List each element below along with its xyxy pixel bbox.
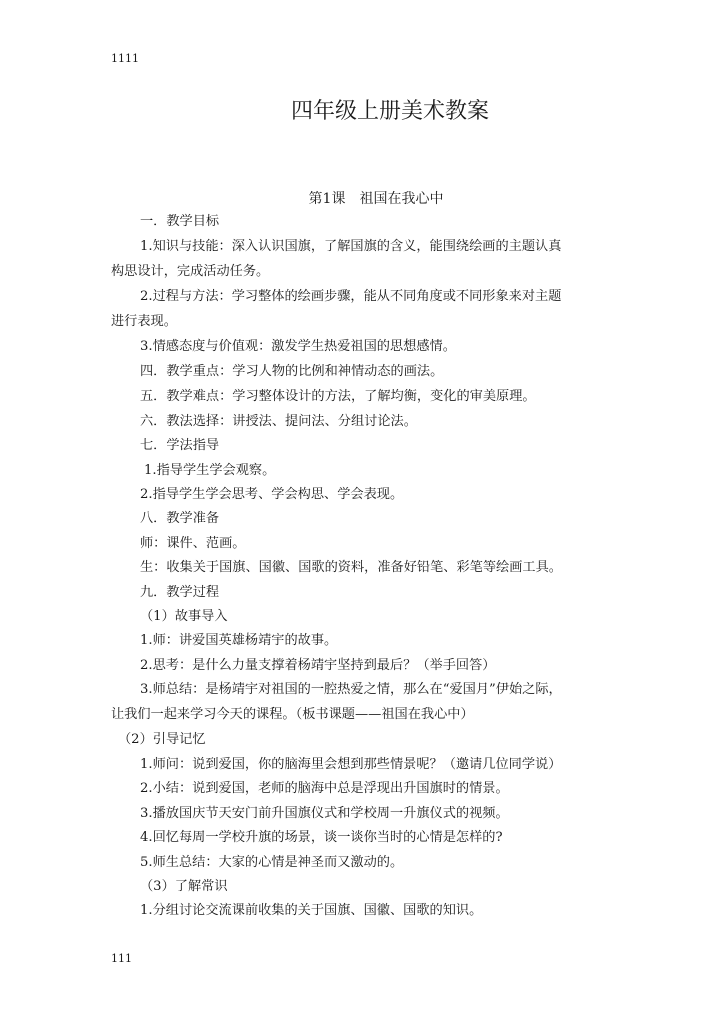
- paragraph-line: 2.思考：是什么力量支撑着杨靖宇坚持到最后？（举手回答）: [140, 658, 496, 673]
- paragraph-line: 1.指导学生学会观察。: [144, 463, 276, 478]
- paragraph-line: 3.播放国庆节天安门前升国旗仪式和学校周一升旗仪式的视频。: [140, 806, 509, 821]
- paragraph-line: 2.指导学生学会思考、学会构思、学会表现。: [140, 487, 404, 502]
- section-heading: 六．教法选择：讲授法、提问法、分组讨论法。: [140, 414, 417, 429]
- paragraph-line: 让我们一起来学习今天的课程。（板书课题——祖国在我心中）: [111, 707, 474, 722]
- section-heading: 五．教学难点：学习整体设计的方法，了解均衡，变化的审美原理。: [140, 389, 536, 404]
- document-title: 四年级上册美术教案: [290, 99, 489, 124]
- footer-page-mark: 111: [111, 952, 132, 965]
- paragraph-line: 1.师问：说到爱国，你的脑海里会想到那些情景呢？（邀请几位同学说）: [140, 757, 562, 772]
- paragraph-line: 5.师生总结：大家的心情是神圣而又激动的。: [140, 855, 404, 870]
- section-heading: 八．教学准备: [140, 511, 220, 526]
- subsection-heading: （1）故事导入: [140, 609, 228, 624]
- subsection-heading: （2）引导记忆: [118, 732, 206, 747]
- paragraph-line: 1.知识与技能：深入认识国旗，了解国旗的含义，能围绕绘画的主题认真: [140, 239, 562, 254]
- lesson-title: 第1课 祖国在我心中: [308, 191, 444, 207]
- paragraph-line: 构思设计，完成活动任务。: [111, 264, 270, 279]
- subsection-heading: （3）了解常识: [140, 879, 228, 894]
- paragraph-line: 3.师总结：是杨靖宇对祖国的一腔热爱之情，那么在“爱国月”伊始之际，: [140, 682, 562, 697]
- section-heading: 七．学法指导: [140, 438, 220, 453]
- paragraph-line: 2.小结：说到爱国，老师的脑海中总是浮现出升国旗时的情景。: [140, 781, 509, 796]
- paragraph-line: 1.师：讲爱国英雄杨靖宇的故事。: [140, 633, 338, 648]
- paragraph-line: 师：课件、范画。: [140, 536, 246, 551]
- paragraph-line: 3.情感态度与价值观：激发学生热爱祖国的思想感情。: [140, 339, 456, 354]
- section-heading: 一．教学目标: [140, 214, 220, 229]
- paragraph-line: 进行表现。: [111, 314, 177, 329]
- paragraph-line: 1.分组讨论交流课前收集的关于国旗、国徽、国歌的知识。: [140, 903, 483, 918]
- section-heading: 四．教学重点：学习人物的比例和神情动态的画法。: [140, 364, 444, 379]
- section-heading: 九．教学过程: [140, 585, 220, 600]
- paragraph-line: 2.过程与方法：学习整体的绘画步骤，能从不同角度或不同形象来对主题: [140, 289, 562, 304]
- paragraph-line: 生：收集关于国旗、国徽、国歌的资料，准备好铅笔、彩笔等绘画工具。: [140, 560, 562, 575]
- paragraph-line: 4.回忆每周一学校升旗的场景，谈一谈你当时的心情是怎样的?: [140, 830, 503, 845]
- header-page-mark: 1111: [111, 52, 139, 65]
